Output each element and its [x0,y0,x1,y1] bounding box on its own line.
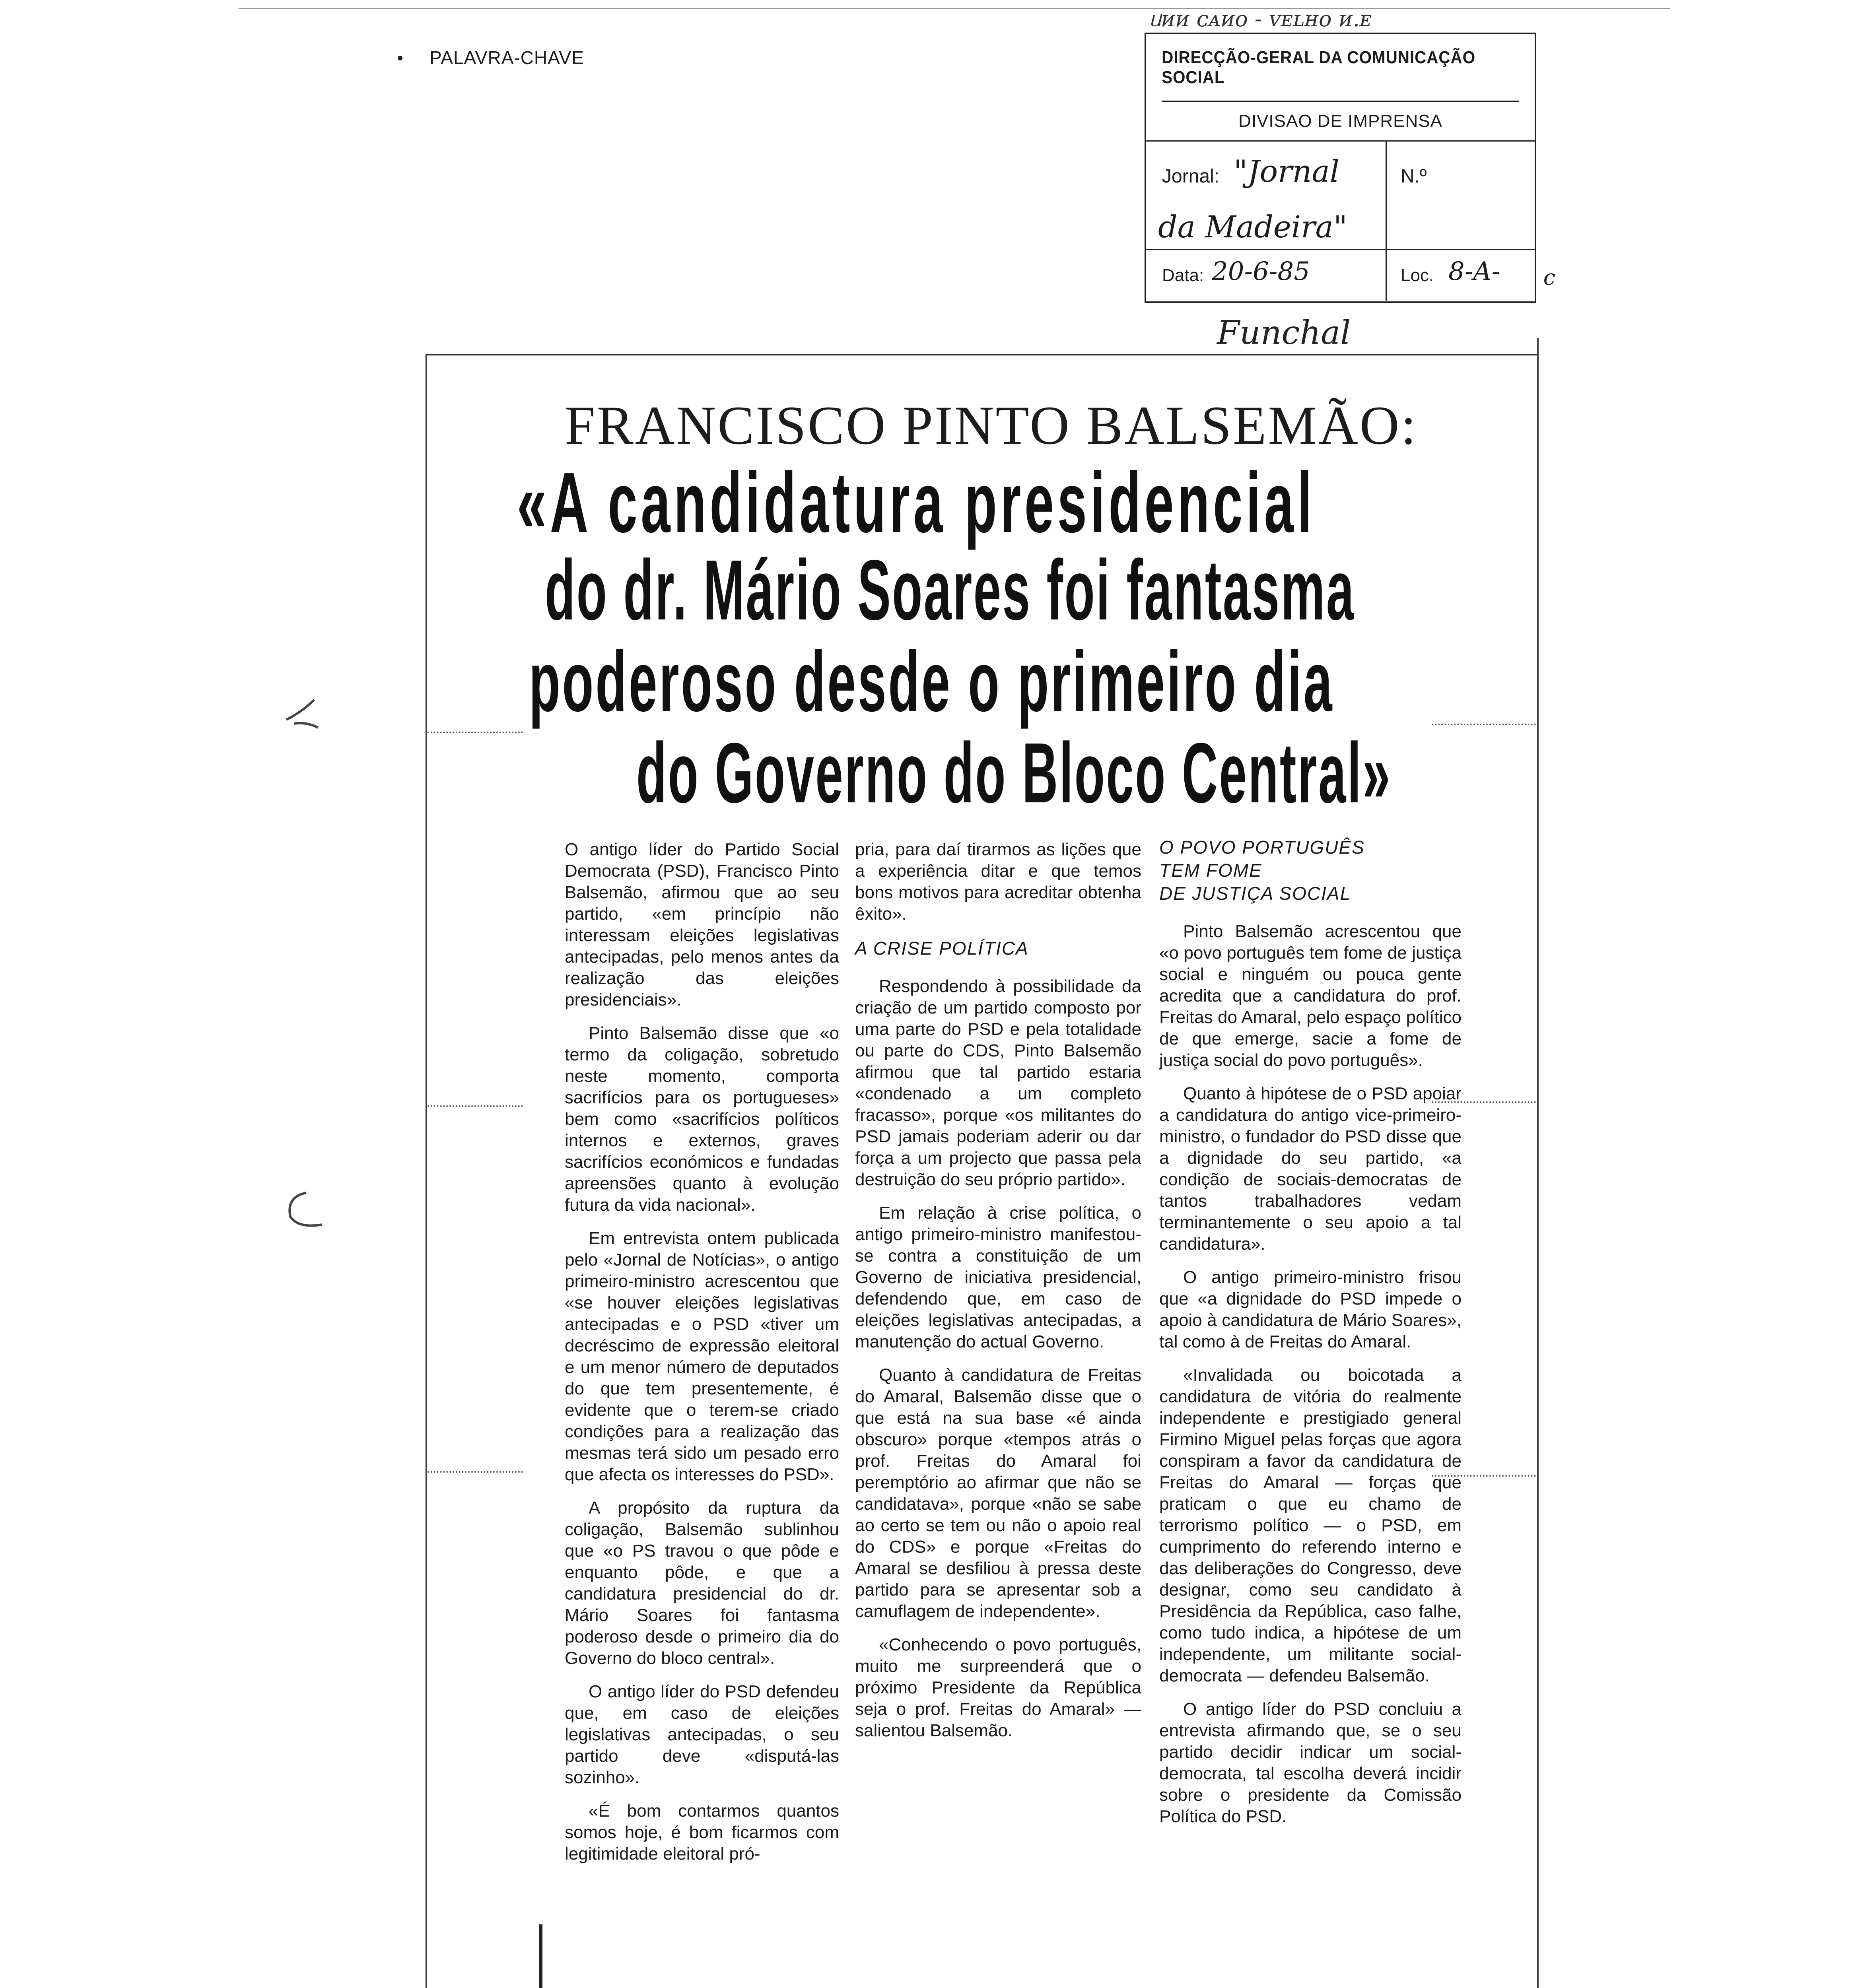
stamp-handwritten-note: ᥙᴎᴎ ᴄᴀᴎᴏ - ᴠᴇʟʜᴏ ᴎ.ᴇ [1149,6,1372,31]
paragraph: O antigo primeiro-ministro frisou que «a dignidade do PSD impede o apoio à candidatura de Mário Soares», tal como à de Freitas do Amaral. [1159,1268,1462,1351]
headline-line-1: «A candidatura presidencial [517,454,1316,550]
fold-line [1432,724,1539,725]
handwritten-place: Funchal [1217,314,1351,352]
stamp-divider [1386,142,1387,301]
stamp-date-value: 20-6-85 [1212,257,1310,286]
stamp-fields [1146,142,1555,301]
paragraph: pria, para daí tirarmos as lições que a experiência ditar e que temos bons motivos para acreditar obtenha êxito». [855,840,1141,924]
stamp-loc-extra: c [1543,265,1555,290]
headline-line-2: do dr. Mário Soares foi fantasma [545,542,1355,638]
paragraph: O antigo líder do Partido Social Democrata (PSD), Francisco Pinto Balsemão, afirmou que ao seu partido, «em princípio não interessam eleições legislativas antecipadas, pelo menos antes da realização das eleições presidenciais». [565,840,839,1010]
archive-stamp [1145,6,1555,303]
paragraph: A propósito da ruptura da coligação, Balsemão sublinhou que «o PS travou o que pôde e enquanto pôde, e que a candidatura presidencial do dr. Mário Soares foi fantasma poderoso desde o primeiro dia do Governo do bloco central». [565,1498,839,1668]
fold-line [428,732,523,733]
headline-line-3: poderoso desde o primeiro dia [529,633,1334,729]
paragraph: O antigo líder do PSD concluiu a entrevista afirmando que, se o seu partido decidir indicar um social-democrata, tal escolha deverá incidir sobre o presidente da Comissão Política do PSD. [1159,1699,1462,1826]
subhead-line: O POVO PORTUGUÊS [1159,837,1365,858]
paragraph: O antigo líder do PSD defendeu que, em caso de eleições legislativas antecipadas, o seu partido deve «disputá-las sozinho». [565,1682,839,1787]
stamp-number-label: N.º [1401,166,1427,187]
clipping-edge-mark [525,1916,581,1988]
subhead-line: DE JUSTIÇA SOCIAL [1159,883,1351,904]
section-subhead: A CRISE POLÍTICA [855,938,1029,959]
paragraph: «É bom contarmos quantos somos hoje, é bom ficarmos com legitimidade eleitoral pró- [565,1801,839,1864]
paragraph: Em relação à crise política, o antigo primeiro-ministro manifestou-se contra a constituição de um Governo de iniciativa presidencial, defendendo que, em caso de eleições legislativas antecipadas, a manutenção do actual Governo. [855,1203,1141,1351]
paragraph: Em entrevista ontem publicada pelo «Jornal de Notícias», o antigo primeiro-ministro acrescentou que «se houver eleições legislativas antecipadas e o PSD «tiver um decréscimo de expressão eleitoral e um menor número de deputados do que tem presentemente, é evidente que o terem-se criado condições para a realização das mesmas terá sido um pesado erro que afecta os interesses do PSD». [565,1229,839,1484]
stamp-jornal-label: Jornal: [1162,166,1220,187]
scan-edge-line [239,8,1670,9]
article-column-1 [565,839,839,1877]
stamp-loc-value: 8-A- [1448,257,1500,286]
article-column-3 [1159,827,1462,1839]
clipping-frame-right [1537,338,1539,1988]
paragraph: Pinto Balsemão acrescentou que «o povo português tem fome de justiça social e ninguém ou pouca gente acredita que a candidatura do prof. Freitas do Amaral, pelo espaço político de que emerge, sacie a fome de justiça social do povo português». [1159,922,1462,1070]
section-subhead [1159,836,1462,905]
stamp-division: DIVISAO DE IMPRENSA [1146,102,1535,142]
margin-dot [398,56,402,60]
margin-hook-mark [278,1185,334,1241]
subhead-line: TEM FOME [1159,860,1262,881]
stamp-jornal-value-2: da Madeira" [1158,209,1347,245]
paragraph: Quanto à hipótese de o PSD apoiar a candidatura do antigo vice-primeiro-ministro, o fundador do PSD disse que a dignidade do seu partido, «a condição de sociais-democratas de tantos trabalhadores vedam terminantemente o seu apoio a tal candidatura». [1159,1084,1462,1254]
paragraph: «Conhecendo o povo português, muito me surpreenderá que o próximo Presidente da República seja o prof. Freitas do Amaral» — salientou Balsemão. [855,1635,1141,1740]
paragraph: Quanto à candidatura de Freitas do Amaral, Balsemão disse que o que está na sua base «é ainda obscuro» porque «tempos atrás o prof. Freitas do Amaral foi peremptório ao afirmar que não se candidatava», porque «não se sabe ao certo se tem ou não o apoio real do CDS» e porque «Freitas do Amaral se desfiliou à pressa deste partido para se apresentar sob a camuflagem de independente». [855,1365,1141,1621]
article-column-2 [855,839,1141,1753]
headline-line-4: do Governo do Bloco Central» [636,725,1392,821]
paragraph: Pinto Balsemão disse que «o termo da coligação, sobretudo neste momento, comporta sacrifícios para os portugueses» bem como «sacrifícios políticos internos e externos, graves sacrifícios económicos e fundadas apreensões quanto à evolução futura da vida nacional». [565,1023,839,1215]
stamp-divider [1146,249,1535,250]
paragraph: «Invalidada ou boicotada a candidatura de vitória do realmente independente e prestigiado general Firmino Miguel pelas forças que agora conspiram a favor da candidatura de Freitas do Amaral — forças que praticam o que eu chamo de terrorismo político — o PSD, em cumprimento do referendo interno e das deliberações do Congresso, deve designar, como seu candidato à Presidência da República, caso falhe, como tudo indica, a hipótese de um independente, um militante social-democrata — defendeu Balsemão. [1159,1365,1462,1685]
fold-line [428,1471,523,1473]
stamp-agency: DIRECÇÃO-GERAL DA COMUNICAÇÃO SOCIAL [1162,34,1519,102]
stamp-jornal-value: "Jornal [1234,153,1340,189]
stamp-date-label: Data: [1162,266,1204,285]
fold-line [428,1105,523,1107]
keyword-label: PALAVRA-CHAVE [430,47,584,68]
margin-hook-mark [278,684,326,740]
paragraph: Respondendo à possibilidade da criação de um partido composto por uma parte do PSD e pela totalidade ou parte do CDS, Pinto Balsemão afirmou que tal partido estaria «condenado a um completo fracasso», porque «os militantes do PSD jamais poderiam aderir ou dar força a um projecto que passa pela destruição do seu próprio partido». [855,977,1141,1189]
headline-kicker: FRANCISCO PINTO BALSEMÃO: [565,395,1418,456]
stamp-loc-label: Loc. [1401,266,1434,285]
